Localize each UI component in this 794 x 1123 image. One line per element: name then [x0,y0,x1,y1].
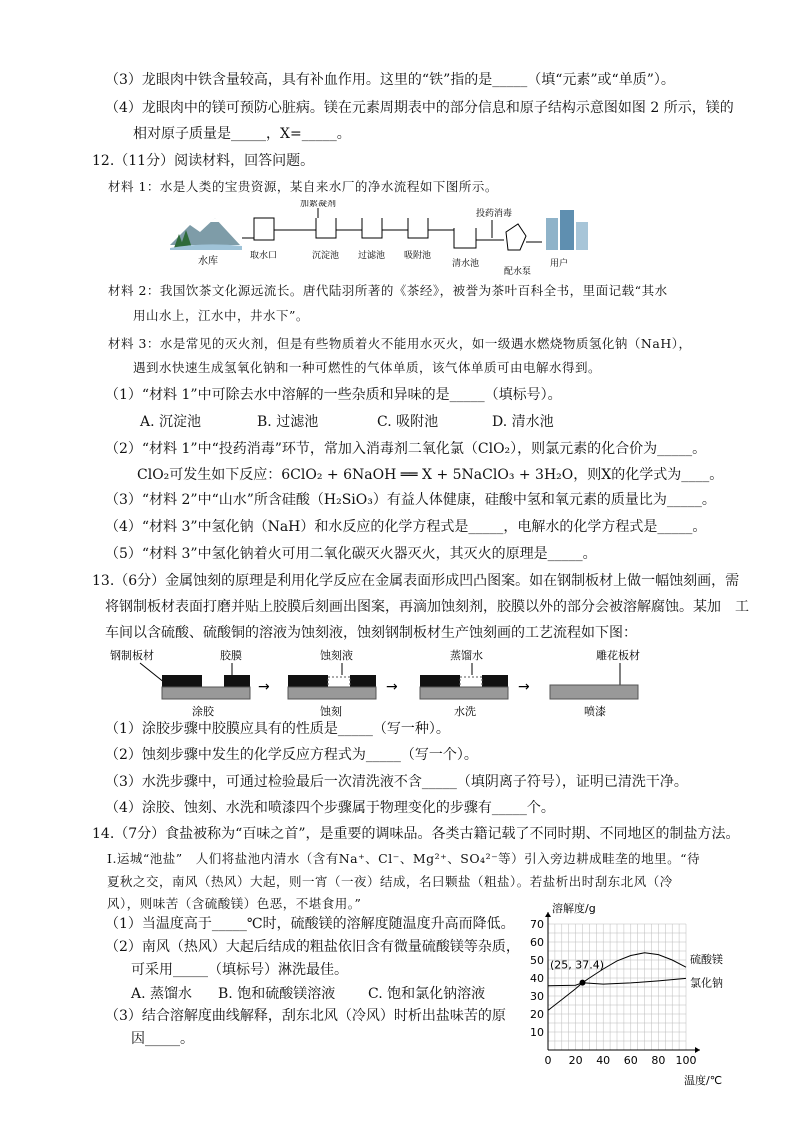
q12-2b: ClO₂可发生如下反应：6ClO₂ + 6NaOH ══ X + 5NaClO₃ + 3H₂O，则X的化学式为____。 [137,467,724,483]
q11-3: （3）龙眼肉中铁含量较高，具有补血作用。这里的“铁”指的是_____（填“元素”或“单质”）。 [105,72,675,88]
label-steel: 钢制板材 [110,649,154,662]
x-tick-label: 80 [651,1054,666,1067]
arrow-3: → [518,679,530,695]
label-adsorb: 吸附池 [404,251,432,261]
x-tick-label: 20 [568,1054,583,1067]
q12-1-opt-a: A. 沉淀池 [140,414,202,430]
q12-5: （5）“材料 3”中氢化钠着火可用二氧化碳灭火器灭火，其灭火的原理是_____。 [105,546,597,562]
q11-4b: 相对原子质量是_____，X=_____。 [133,126,351,142]
step-paint: 喷漆 [584,705,606,718]
material-3a: 材料 3：水是常见的灭火剂，但是有些物质着火不能用水灭火，如一级遇水燃烧物质氢化钠（NaH）， [108,336,692,351]
material-2b: 用山水上，江水中，井水下”。 [133,308,309,323]
step-coat: 涂胶 [192,705,214,718]
q12-1-opt-c: C. 吸附池 [377,414,439,430]
x-tick-label: 0 [544,1054,552,1067]
label-filter: 过滤池 [358,251,386,261]
q13-4: （4）涂胶、蚀刻、水洗和喷漆四个步骤属于物理变化的步骤有_____个。 [105,800,555,816]
q14-1: （1）当温度高于_____℃时，硫酸镁的溶解度随温度升高而降低。 [105,916,515,932]
label-user: 用户 [550,259,569,269]
label-intake: 取水口 [250,251,278,261]
label-carved: 雕花板材 [596,649,640,662]
q13-1: （1）涂胶步骤中胶膜应具有的性质是_____（写一种）。 [105,721,450,737]
y-tick-label: 60 [530,936,544,949]
q12-2a: （2）“材料 1”中“投药消毒”环节，常加入消毒剂二氧化氯（ClO₂），则氯元素的化合价为_____。 [105,441,707,457]
x-tick-label: 60 [623,1054,638,1067]
label-disinfect: 投药消毒 [476,209,513,219]
label-reservoir: 水库 [198,256,218,267]
q13a: 13.（6分）金属蚀刻的原理是利用化学反应在金属表面形成凹凸图案。如在钢制板材上做一幅蚀刻画，需 [92,573,740,589]
etching-process-diagram [110,645,670,720]
intersection-point [580,980,586,986]
q14-2-opt-b: B. 饱和硫酸镁溶液 [218,986,336,1002]
label-pump: 配水泵 [504,267,532,277]
label-clear: 清水池 [452,259,480,269]
q13-2: （2）蚀刻步骤中发生的化学反应方程式为_____（写一个）。 [105,747,478,763]
q14-i-a: Ⅰ.运城“池盐” 人们将盐池内清水（含有Na⁺、Cl⁻、Mg²⁺、SO₄²⁻等）引入旁边耕成畦垄的地里。“待 [107,851,701,866]
q14-2a: （2）南风（热风）大起后结成的粗盐依旧含有微量硫酸镁等杂质， [105,939,520,955]
q12-title: 12.（11分）阅读材料，回答问题。 [92,153,315,169]
x-axis-arrow [695,1047,700,1053]
label-sediment: 沉淀池 [312,251,340,261]
material-3b: 遇到水快速生成氢氧化钠和一种可燃性的气体单质，该气体单质可由电解水得到。 [133,360,602,375]
y-axis-arrow [545,912,551,917]
label-coagulant: 加絮凝剂 [300,200,337,209]
y-tick-label: 70 [530,918,544,931]
series-label-1: 氯化钠 [690,976,723,990]
label-distilled: 蒸馏水 [450,649,483,662]
label-film: 胶膜 [220,649,242,662]
solubility-chart [518,900,738,1090]
y-axis-label: 溶解度/g [552,902,596,915]
step-wash: 水洗 [454,705,476,718]
material-1: 材料 1：水是人类的宝贵资源，某自来水厂的净水流程如下图所示。 [108,179,498,194]
y-tick-label: 20 [530,1008,544,1021]
series-label-0: 硫酸镁 [690,953,723,967]
arrow-2: → [386,679,398,695]
q12-4: （4）“材料 3”中氢化钠（NaH）和水反应的化学方程式是_____，电解水的化学方程式是_____。 [105,519,707,535]
x-tick-label: 40 [596,1054,611,1067]
label-etchant: 蚀刻液 [320,649,353,662]
pump-icon [506,224,526,250]
q12-1-opt-b: B. 过滤池 [257,414,319,430]
q13b: 将钢制板材表面打磨并贴上胶膜后刻画出图案，再滴加蚀刻剂，胶膜以外的部分会被溶解腐蚀。某加 工 [105,599,749,615]
q14-2-opt-c: C. 饱和氯化钠溶液 [368,986,486,1002]
y-tick-label: 30 [530,990,544,1003]
material-2a: 材料 2：我国饮茶文化源远流长。唐代陆羽所著的《茶经》，被誉为茶叶百科全书，里面记载“其水 [108,283,668,298]
q13c: 车间以含硫酸、硫酸铜的溶液为蚀刻液，蚀刻钢制板材生产蚀刻画的工艺流程如下图： [105,625,637,641]
y-tick-label: 50 [530,954,544,967]
water-treatment-diagram [170,200,610,280]
q14-i-b: 夏秋之交，南风（热风）大起，则一宵（一夜）结成，名曰颗盐（粗盐）。若盐析出时刮东北风（冷 [107,874,673,889]
q12-1-opt-d: D. 清水池 [492,414,554,430]
q12-3: （3）“材料 2”中“山水”所含硅酸（H₂SiO₃）有益人体健康，硅酸中氢和氧元素的质量比为_____。 [105,492,716,508]
q14-3a: （3）结合溶解度曲线解释，刮东北风（冷风）时析出盐味苦的原 [105,1008,506,1024]
q14-i-c: 风），则味苦（含硫酸镁）色恶，不堪食用。” [107,896,362,911]
city-icon [546,218,558,250]
y-tick-label: 40 [530,972,544,985]
y-tick-label: 10 [530,1026,544,1039]
q14-title: 14.（7分）食盐被称为“百味之首”，是重要的调味品。各类古籍记载了不同时期、不同地区的制盐方法。 [92,826,740,842]
chart-grid [548,924,686,1050]
arrow-1: → [258,679,270,695]
x-tick-label: 100 [675,1054,697,1067]
x-axis-label: 温度/℃ [684,1074,723,1087]
q14-2-opt-a: A. 蒸馏水 [131,986,193,1002]
q13-3: （3）水洗步骤中，可通过检验最后一次清洗液不含_____（填阴离子符号），证明已清洗干净。 [105,774,688,790]
point-annotation: (25, 37.4) [550,958,605,972]
q14-3b: 因_____。 [131,1031,194,1047]
step-etch: 蚀刻 [320,705,342,718]
q11-4a: （4）龙眼肉中的镁可预防心脏病。镁在元素周期表中的部分信息和原子结构示意图如图 2 所示，镁的 [105,100,734,116]
q14-2b: 可采用_____（填标号）淋洗最佳。 [131,962,348,978]
q12-1: （1）“材料 1”中可除去水中溶解的一些杂质和异味的是_____（填标号）。 [105,387,562,403]
